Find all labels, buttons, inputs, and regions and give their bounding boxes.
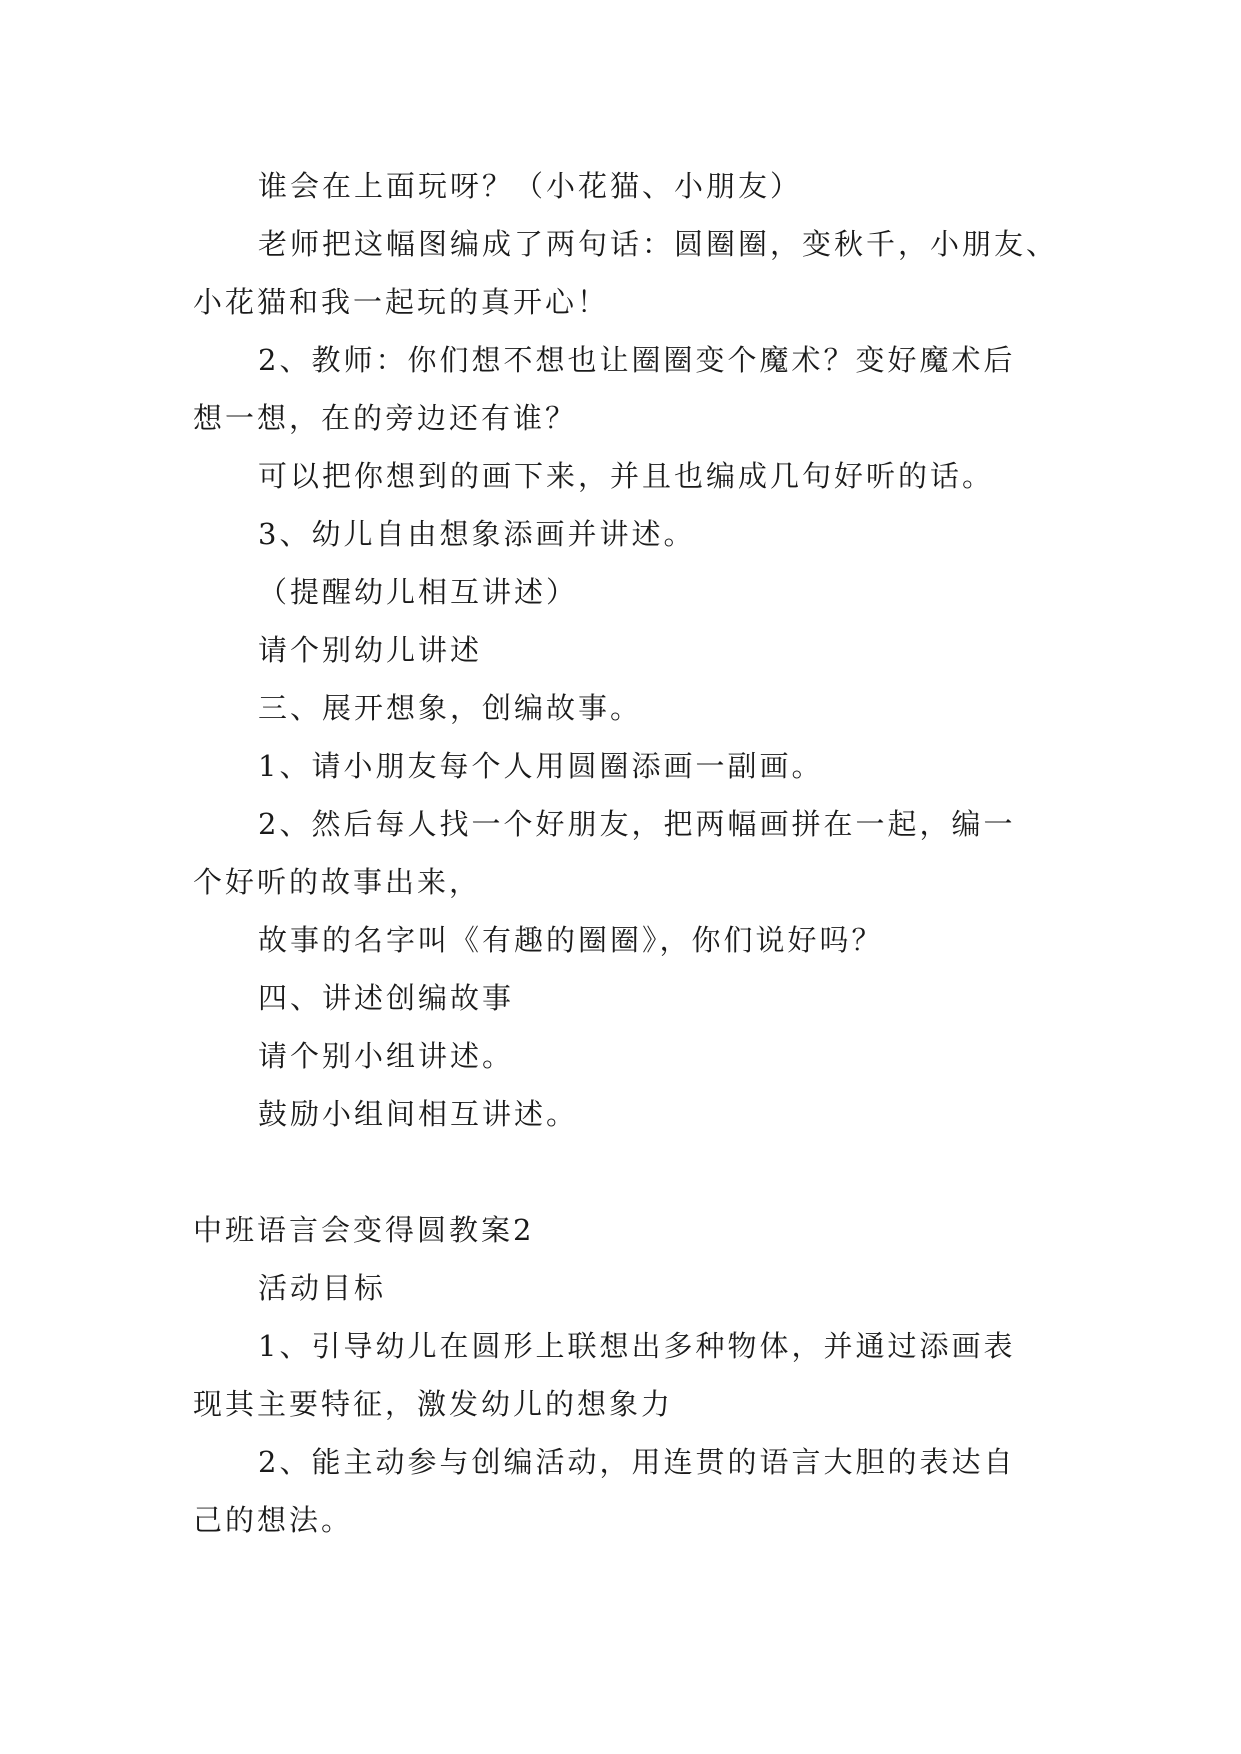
paragraph-line: 请个别小组讲述。 xyxy=(258,1039,515,1073)
paragraph-line: 小花猫和我一起玩的真开心！ xyxy=(193,285,610,319)
paragraph-line: 谁会在上面玩呀？（小花猫、小朋友） xyxy=(258,169,803,203)
paragraph-line: 2、教师：你们想不想也让圈圈变个魔术？变好魔术后 xyxy=(258,343,1016,377)
subheading: 活动目标 xyxy=(258,1271,387,1305)
paragraph-line: 老师把这幅图编成了两句话：圆圈圈，变秋千，小朋友、 xyxy=(258,227,1059,261)
paragraph-line: 己的想法。 xyxy=(193,1503,354,1537)
paragraph-line: 故事的名字叫《有趣的圈圈》，你们说好吗？ xyxy=(258,923,884,957)
paragraph-line: 四、讲述创编故事 xyxy=(258,981,515,1015)
paragraph-line: 三、展开想象，创编故事。 xyxy=(258,691,643,725)
paragraph-line: 3、幼儿自由想象添画并讲述。 xyxy=(258,517,696,551)
paragraph-line: 可以把你想到的画下来，并且也编成几句好听的话。 xyxy=(258,459,995,493)
paragraph-line: 1、引导幼儿在圆形上联想出多种物体，并通过添画表 xyxy=(258,1329,1016,1363)
paragraph-line: 2、能主动参与创编活动，用连贯的语言大胆的表达自 xyxy=(258,1445,1016,1479)
paragraph-line: （提醒幼儿相互讲述） xyxy=(258,575,579,609)
section-heading: 中班语言会变得圆教案2 xyxy=(193,1213,535,1247)
paragraph-line: 个好听的故事出来， xyxy=(193,865,482,899)
paragraph-line: 1、请小朋友每个人用圆圈添画一副画。 xyxy=(258,749,824,783)
paragraph-line: 现其主要特征，激发幼儿的想象力 xyxy=(193,1387,674,1421)
paragraph-line: 鼓励小组间相互讲述。 xyxy=(258,1097,579,1131)
paragraph-line: 想一想，在的旁边还有谁？ xyxy=(193,401,578,435)
paragraph-line: 2、然后每人找一个好朋友，把两幅画拼在一起，编一 xyxy=(258,807,1016,841)
paragraph-line: 请个别幼儿讲述 xyxy=(258,633,483,667)
